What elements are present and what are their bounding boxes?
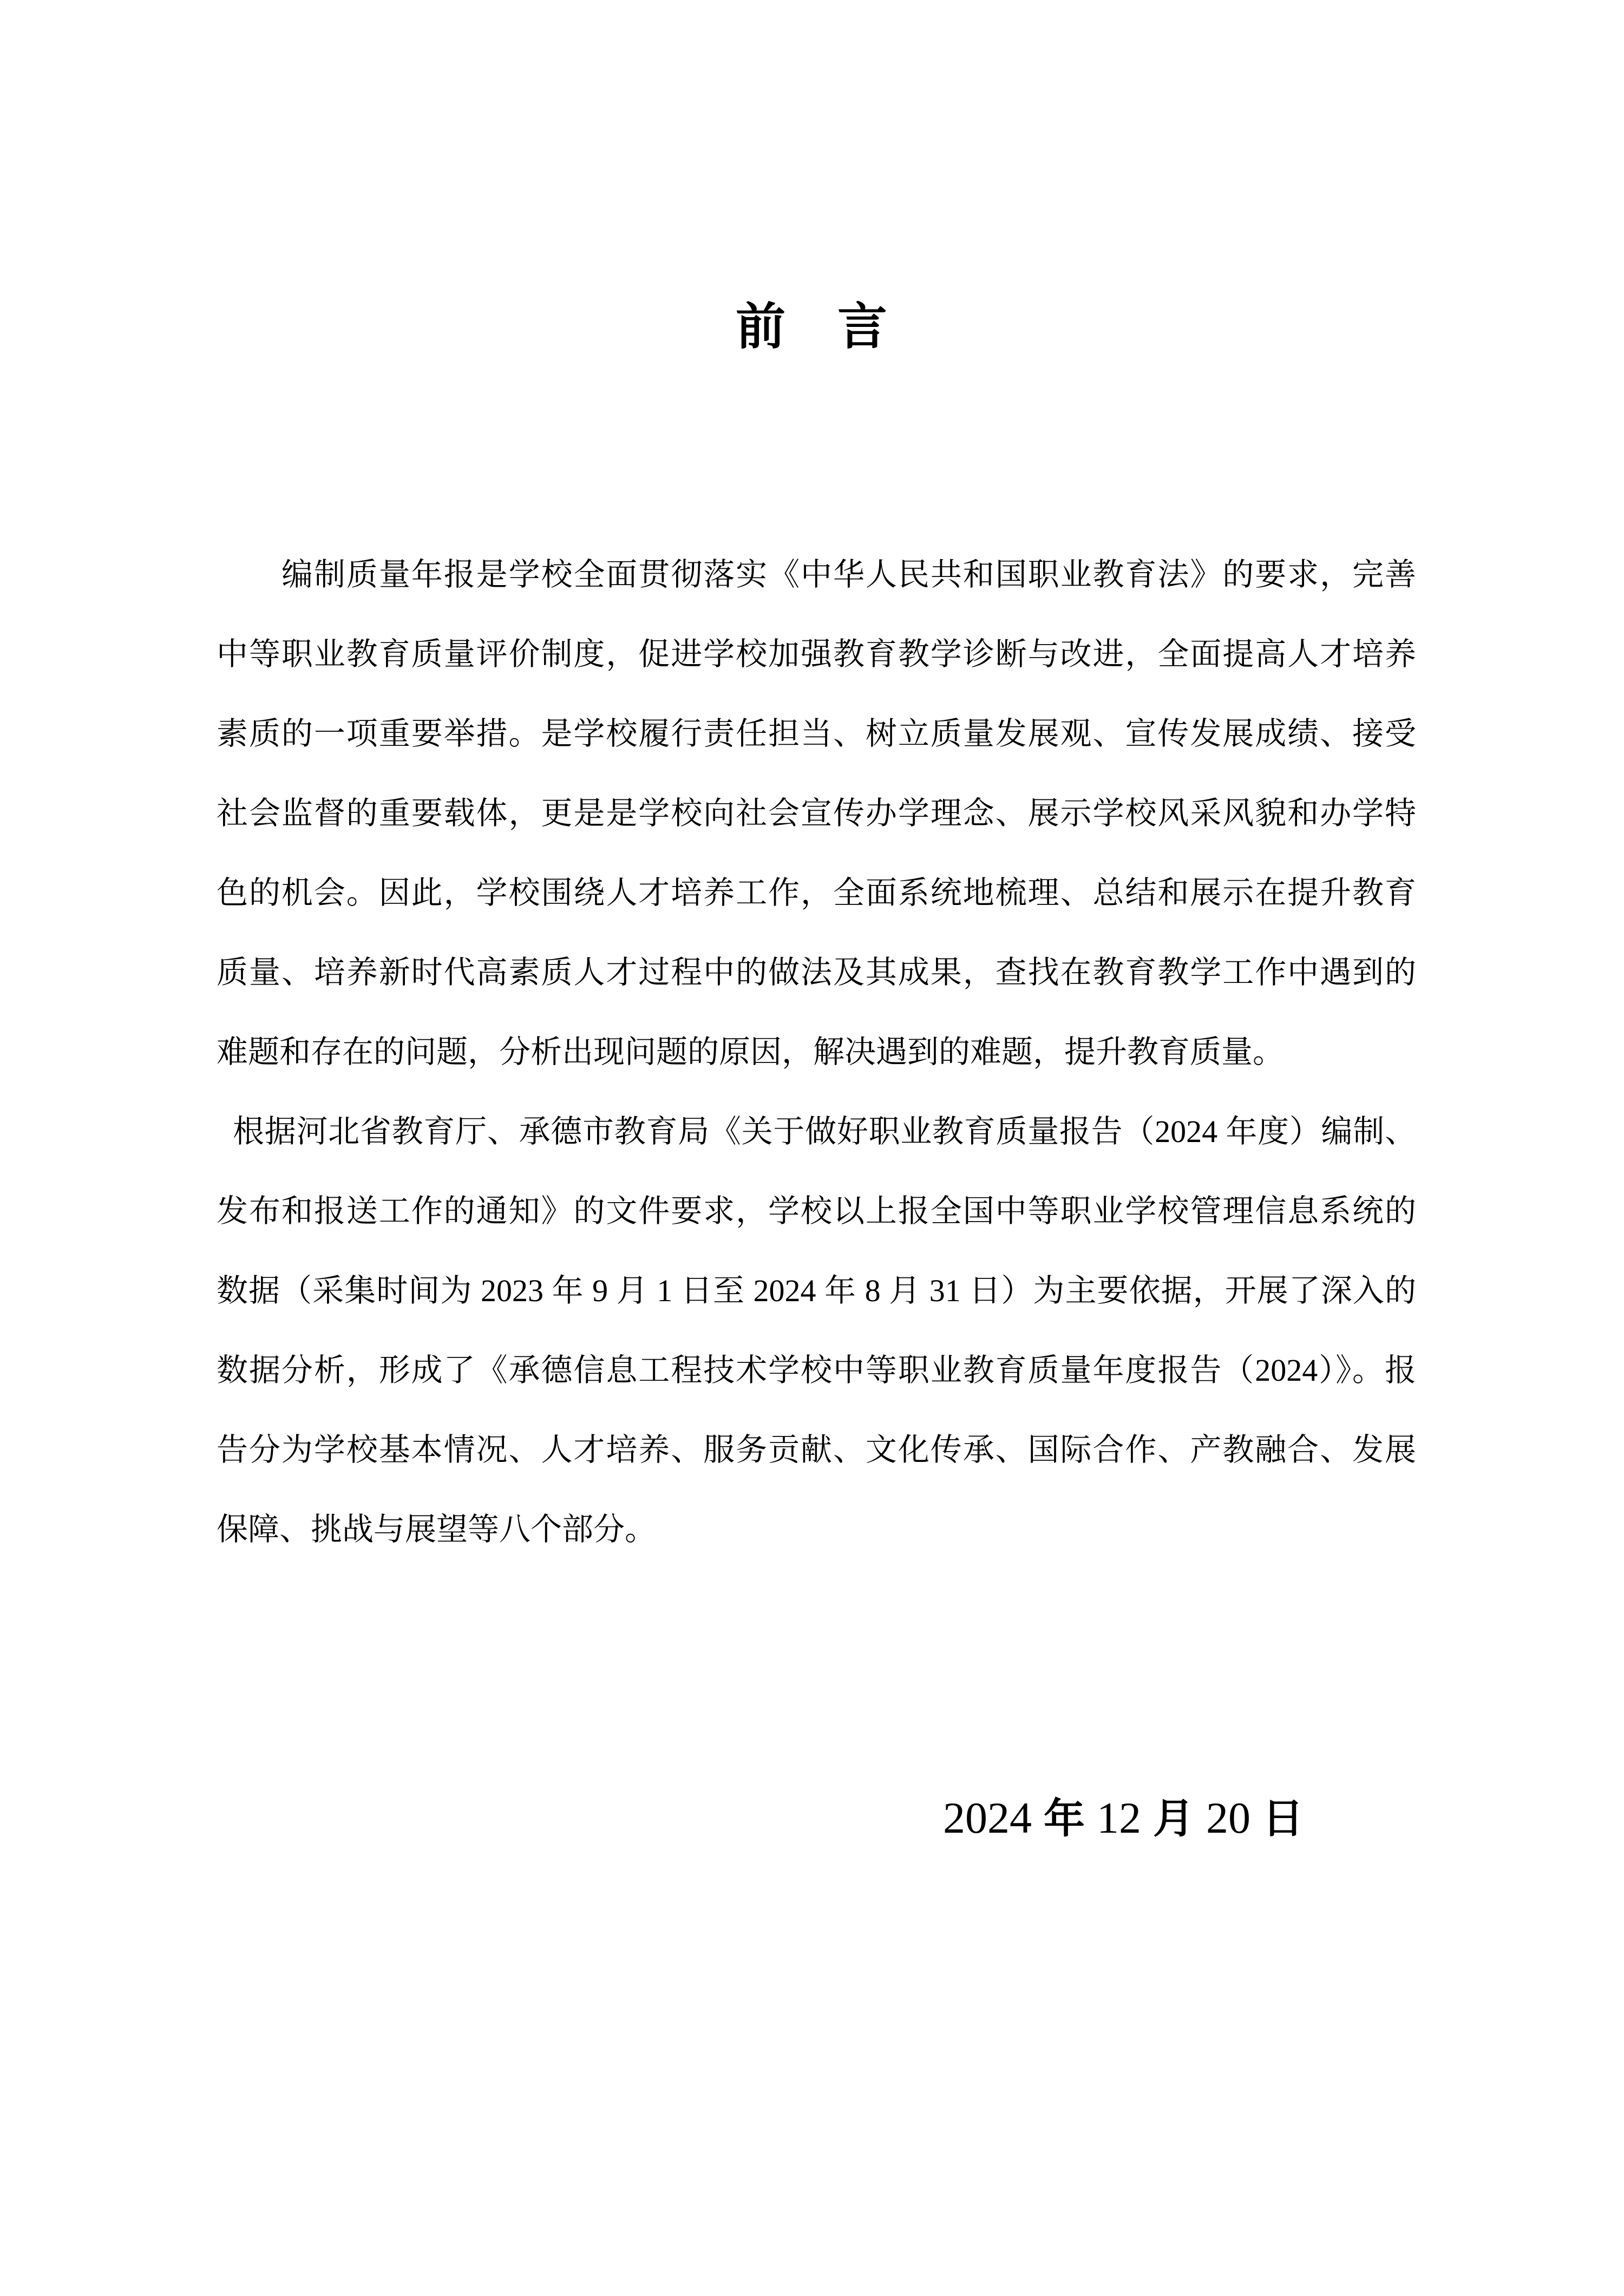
date-month: 12 — [1097, 1793, 1141, 1842]
body-text — [217, 535, 1416, 1569]
paragraph-line: 保障、挑战与展望等八个部分。 — [217, 1512, 657, 1547]
date-day-label: 日 — [1262, 1796, 1304, 1842]
paragraph-line: 编制质量年报是学校全面贯彻落实《中华人民共和国职业教育法》的要求，完善 — [281, 557, 1416, 592]
page-title: 前 言 — [735, 299, 888, 355]
paragraph-line: 数据分析，形成了《承德信息工程技术学校中等职业教育质量年度报告（2024）》。报 — [217, 1353, 1416, 1388]
date-year-label: 年 — [1044, 1796, 1085, 1842]
date-year: 2024 — [943, 1793, 1032, 1842]
paragraph-line: 质量、培养新时代高素质人才过程中的做法及其成果，查找在教育教学工作中遇到的 — [217, 955, 1416, 990]
date-day: 20 — [1206, 1793, 1250, 1842]
paragraph-line: 告分为学校基本情况、人才培养、服务贡献、文化传承、国际合作、产教融合、发展 — [217, 1432, 1416, 1467]
date-line — [943, 1793, 1304, 1842]
paragraph-line: 色的机会。因此，学校围绕人才培养工作，全面系统地梳理、总结和展示在提升教育 — [217, 875, 1416, 910]
paragraph-line: 难题和存在的问题，分析出现问题的原因，解决遇到的难题，提升教育质量。 — [217, 1034, 1285, 1070]
paragraph-line: 发布和报送工作的通知》的文件要求，学校以上报全国中等职业学校管理信息系统的 — [217, 1193, 1416, 1229]
paragraph-line: 根据河北省教育厅、承德市教育局《关于做好职业教育质量报告（2024 年度）编制、 — [233, 1114, 1416, 1149]
paragraph-line: 素质的一项重要举措。是学校履行责任担当、树立质量发展观、宣传发展成绩、接受 — [217, 716, 1416, 751]
date-month-label: 月 — [1153, 1796, 1194, 1842]
paragraph-line: 社会监督的重要载体，更是是学校向社会宣传办学理念、展示学校风采风貌和办学特 — [217, 796, 1416, 831]
paragraph-line: 中等职业教育质量评价制度，促进学校加强教育教学诊断与改进，全面提高人才培养 — [217, 637, 1416, 672]
paragraph-line: 数据（采集时间为 2023 年 9 月 1 日至 2024 年 8 月 31 日）为主要依据，开展了深入的 — [217, 1273, 1416, 1308]
